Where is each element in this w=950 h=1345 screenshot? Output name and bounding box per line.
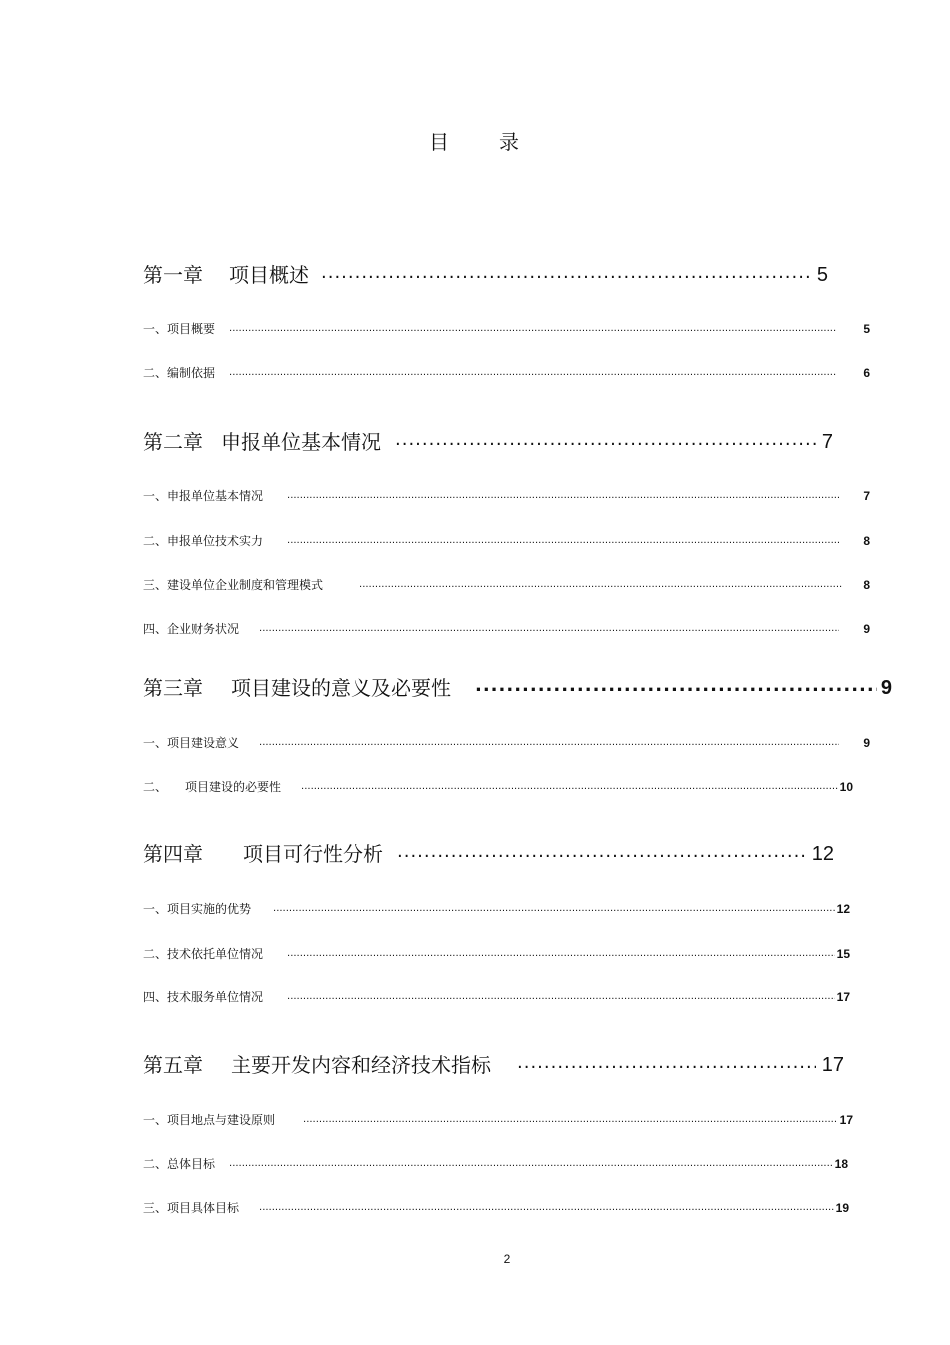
section-label: 一、申报单位基本情况 [143,489,264,503]
section-label: 四、技术服务单位情况 [143,990,264,1004]
chapter-label: 第二章 [143,430,203,454]
section-label: 二、 [143,780,168,794]
toc-title [0,126,950,155]
toc-chapter-5[interactable] [143,1051,844,1079]
page-number: 9 [863,622,870,636]
page-number: 17 [821,1054,844,1076]
page-number: 12 [811,843,834,865]
toc-section-1-2[interactable] [143,364,870,382]
chapter-title: 主要开发内容和经济技术指标 [231,1053,491,1077]
section-label: 二、技术依托单位情况 [143,947,264,961]
page-number: 12 [836,902,850,916]
dot-leader [359,576,843,594]
section-label: 二、申报单位技术实力 [143,534,264,548]
section-label: 一、项目地点与建设原则 [143,1113,276,1127]
page-number: 17 [836,990,850,1004]
chapter-label: 第四章 [143,842,203,866]
toc-section-5-2[interactable] [143,1155,848,1173]
toc-section-4-1[interactable] [143,900,850,918]
dot-leader [287,988,835,1006]
toc-section-2-4[interactable] [143,620,870,638]
dot-leader [321,261,811,289]
page-number: 8 [863,578,870,592]
toc-section-4-3[interactable] [143,988,850,1006]
page-number: 9 [880,677,892,699]
page-number: 5 [816,264,828,286]
dot-leader [273,900,835,918]
toc-section-2-3[interactable] [143,576,870,594]
dot-leader [517,1051,816,1079]
chapter-label: 第五章 [143,1053,203,1077]
page-number: 18 [834,1157,848,1171]
dot-leader [287,532,839,550]
chapter-label: 第三章 [143,676,203,700]
page-number: 19 [835,1201,849,1215]
dot-leader [229,364,837,382]
page-number: 8 [863,534,870,548]
page-number: 5 [863,322,870,336]
page-footer-number: 2 [503,1252,511,1266]
page-number: 17 [839,1113,853,1127]
chapter-title: 申报单位基本情况 [221,430,381,454]
section-label: 一、项目概要 [143,322,216,336]
section-label: 三、建设单位企业制度和管理模式 [143,578,324,592]
dot-leader [397,840,806,868]
dot-leader [287,487,839,505]
section-label: 四、企业财务状况 [143,622,240,636]
toc-chapter-3[interactable] [143,674,892,702]
toc-section-5-1[interactable] [143,1111,853,1129]
dot-leader [229,320,837,338]
toc-section-4-2[interactable] [143,945,850,963]
toc-title-right: 录 [499,130,521,154]
section-label: 二、编制依据 [143,366,216,380]
toc-section-2-1[interactable] [143,487,870,505]
chapter-title: 项目建设的意义及必要性 [231,676,451,700]
toc-title-left: 目 [429,130,451,154]
page-number: 7 [821,431,833,453]
toc-section-3-2[interactable] [143,778,853,796]
page-number: 15 [836,947,850,961]
dot-leader [287,945,835,963]
section-title: 项目建设的必要性 [185,780,282,794]
dot-leader [259,1199,834,1217]
page-number: 6 [863,366,870,380]
section-label: 一、项目建设意义 [143,736,240,750]
dot-leader [259,734,839,752]
dot-leader [259,620,839,638]
toc-section-2-2[interactable] [143,532,870,550]
page-number: 10 [839,780,853,794]
page-number: 9 [863,736,870,750]
dot-leader [229,1155,833,1173]
dot-leader [395,428,816,456]
toc-chapter-4[interactable] [143,840,834,868]
section-label: 三、项目具体目标 [143,1201,240,1215]
toc-chapter-1[interactable] [143,261,828,289]
toc-section-5-3[interactable] [143,1199,849,1217]
toc-section-3-1[interactable] [143,734,870,752]
dot-leader [475,674,877,702]
chapter-title: 项目概述 [229,263,309,287]
dot-leader [301,778,838,796]
chapter-title: 项目可行性分析 [243,842,383,866]
section-label: 一、项目实施的优势 [143,902,252,916]
chapter-label: 第一章 [143,263,203,287]
toc-section-1-1[interactable] [143,320,870,338]
toc-chapter-2[interactable] [143,428,833,456]
section-label: 二、总体目标 [143,1157,216,1171]
page-number: 7 [863,489,870,503]
dot-leader [303,1111,838,1129]
